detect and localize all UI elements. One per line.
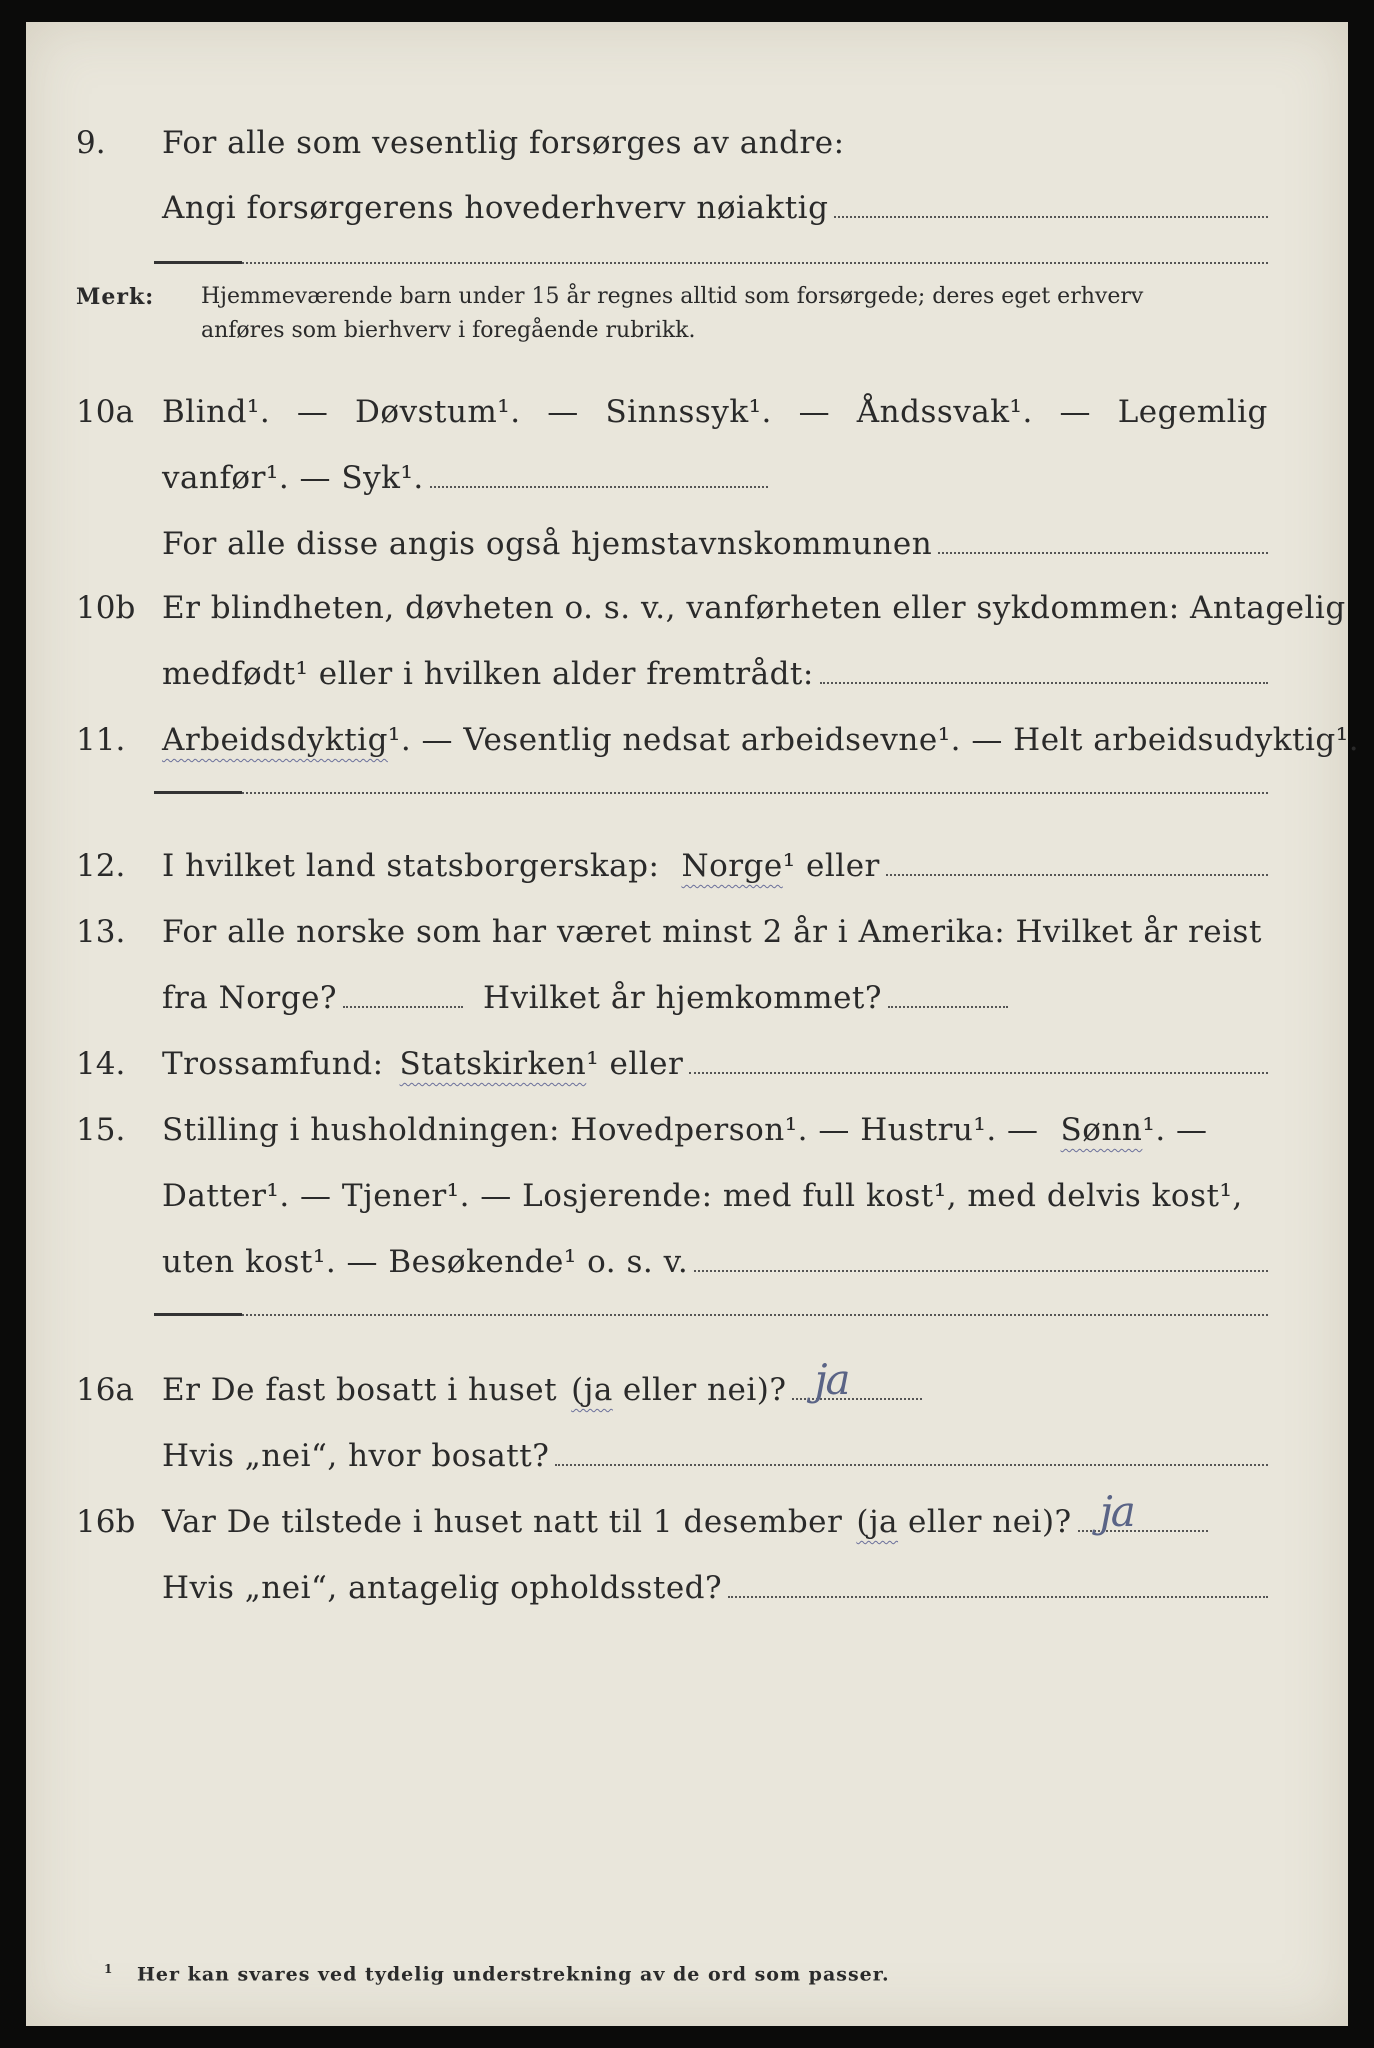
q16a-ja-underlined[interactable]: (ja — [571, 1372, 613, 1408]
q15-extra-line[interactable] — [154, 1314, 1268, 1316]
q10b-line2-text: medfødt¹ eller i hvilken alder fremtrådt: — [162, 656, 814, 692]
q15-answer-underlined[interactable]: Sønn — [1060, 1112, 1143, 1148]
census-form-page — [26, 22, 1360, 2026]
q10a-dash: — — [547, 394, 579, 430]
q10a-opt-sinnssyk: Sinnssyk¹. — [605, 394, 772, 430]
q16b-question: Var De tilstede i huset natt til 1 desember — [162, 1504, 843, 1540]
q16b-handwritten-answer: ja — [1099, 1487, 1134, 1536]
merk-line1: Hjemmeværende barn under 15 år regnes alltid som forsørgede; deres eget erhverv — [201, 284, 1144, 309]
q10a-hjemstavn-field[interactable] — [938, 552, 1268, 554]
q10b-number: 10b — [76, 590, 136, 626]
q14-other-field[interactable] — [689, 1072, 1268, 1074]
q14-answer-underlined[interactable]: Statskirken — [399, 1046, 587, 1082]
q15-line3-text: uten kost¹. — Besøkende¹ o. s. v. — [162, 1244, 689, 1280]
q10a-opt-blind: Blind¹. — [162, 394, 271, 430]
q16b-eller-nei: eller nei)? — [908, 1504, 1072, 1540]
q16a-line2-text: Hvis „nei“, hvor bosatt? — [162, 1438, 550, 1474]
q9-line1 — [162, 125, 1268, 161]
footnote-mark: 1 — [104, 1962, 114, 1976]
q13-line1-text: For alle norske som har været minst 2 år i Amerika: Hvilket år reist — [162, 914, 1262, 950]
q16a-question: Er De fast bosatt i huset — [162, 1372, 558, 1408]
q12-answer-underlined[interactable]: Norge — [681, 848, 783, 884]
q10a-opt-legemlig: Legemlig — [1117, 394, 1268, 430]
q10a-line2 — [162, 460, 768, 496]
q10a-line3-text: For alle disse angis også hjemstavnskommunen — [162, 526, 933, 562]
q10b-line1-text: Er blindheten, døvheten o. s. v., vanførheten eller sykdommen: Antagelig — [162, 590, 1346, 626]
q10b-answer-field[interactable] — [820, 682, 1268, 684]
q15-number: 15. — [76, 1112, 126, 1148]
q16a-line1 — [162, 1355, 1268, 1408]
q13-number: 13. — [76, 914, 126, 950]
q15-line3 — [162, 1244, 1268, 1280]
q13-line2 — [162, 980, 1008, 1016]
merk-line2: anføres som bierhverv i foregående rubrikk. — [201, 318, 696, 343]
q10a-options — [162, 394, 1268, 430]
q10a-opt-andssvak: Åndssvak¹. — [856, 394, 1033, 430]
q10a-syk-field[interactable] — [430, 486, 768, 488]
q14-number: 14. — [76, 1046, 126, 1082]
q16a-handwritten-answer: ja — [814, 1355, 849, 1404]
q12-other-field[interactable] — [886, 874, 1268, 876]
q16a-answer-field[interactable] — [792, 1355, 922, 1404]
q16a-bosatt-field[interactable] — [555, 1464, 1268, 1466]
q9-line2 — [162, 190, 1268, 226]
q16b-number: 16b — [76, 1504, 136, 1540]
q10a-dash: — — [1059, 394, 1092, 430]
q10a-dash: — — [798, 394, 831, 430]
q11-extra-line[interactable] — [154, 792, 1268, 794]
q11-rest: ¹. — Vesentlig nedsat arbeidsevne¹. — Helt arbeidsudyktig¹. — [387, 722, 1360, 758]
q15-line1-end: ¹. — — [1142, 1112, 1208, 1148]
q15-answer-field[interactable] — [694, 1270, 1268, 1272]
footnote — [104, 1962, 890, 1985]
q15-line2 — [162, 1178, 1268, 1214]
q15-line1 — [162, 1112, 1268, 1148]
q10a-number: 10a — [76, 394, 134, 430]
q12-number: 12. — [76, 848, 126, 884]
q10b-line1 — [162, 590, 1346, 626]
q16b-line2 — [162, 1570, 1268, 1606]
q11-line — [162, 722, 1360, 758]
q15-line1-text: Stilling i husholdningen: Hovedperson¹. — Hustru¹. — — [162, 1112, 1039, 1148]
footnote-text: Her kan svares ved tydelig understrekning av de ord som passer. — [136, 1963, 890, 1986]
q12-suffix: ¹ eller — [782, 848, 880, 884]
q14-prefix: Trossamfund: — [162, 1046, 384, 1082]
q10a-line3 — [162, 526, 1268, 562]
q9-line1-text: For alle som vesentlig forsørges av andre: — [162, 125, 845, 161]
q13-hjemkommet-field[interactable] — [888, 1006, 1008, 1008]
merk-label: Merk: — [76, 284, 155, 310]
q10a-line2-text: vanfør¹. — Syk¹. — [162, 460, 424, 496]
q14-suffix: ¹ eller — [586, 1046, 684, 1082]
q9-number: 9. — [76, 125, 106, 161]
q14-line — [162, 1046, 1268, 1082]
q15-line2-text: Datter¹. — Tjener¹. — Losjerende: med full kost¹, med delvis kost¹, — [162, 1178, 1243, 1214]
q16a-number: 16a — [76, 1372, 134, 1408]
q10a-opt-dovstum: Døvstum¹. — [355, 394, 521, 430]
q12-prefix: I hvilket land statsborgerskap: — [162, 848, 660, 884]
q9-extra-line[interactable] — [154, 262, 1268, 264]
q10b-line2 — [162, 656, 1268, 692]
q16b-line2-text: Hvis „nei“, antagelig opholdssted? — [162, 1570, 723, 1606]
q13-reist-label: fra Norge? — [162, 980, 338, 1016]
q13-line1 — [162, 914, 1268, 950]
q9-line2-text: Angi forsørgerens hovederhverv nøiaktig — [162, 190, 829, 226]
q13-hjemkommet-label: Hvilket år hjemkommet? — [483, 980, 883, 1016]
q16b-opholdssted-field[interactable] — [728, 1596, 1268, 1598]
q16b-ja-underlined[interactable]: (ja — [856, 1504, 899, 1540]
q10a-dash: — — [296, 394, 329, 430]
q12-line — [162, 848, 1268, 884]
q13-reist-field[interactable] — [343, 1006, 463, 1008]
q16a-eller-nei: eller nei)? — [622, 1372, 787, 1408]
q11-number: 11. — [76, 722, 126, 758]
q11-answer-underlined[interactable]: Arbeidsdyktig — [162, 722, 388, 758]
q16a-line2 — [162, 1438, 1268, 1474]
q16b-answer-field[interactable] — [1078, 1487, 1208, 1536]
q9-answer-field[interactable] — [834, 216, 1268, 218]
q16b-line1 — [162, 1487, 1268, 1540]
q10a-line1 — [162, 394, 1268, 430]
